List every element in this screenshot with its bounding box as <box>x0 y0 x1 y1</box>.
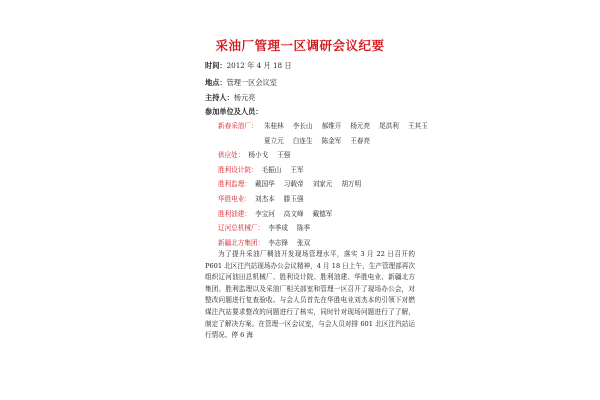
participant-name: 滕玉强 <box>283 195 304 203</box>
time-label: 时间： <box>205 61 227 70</box>
participant-name: 王春亮 <box>350 136 371 145</box>
participant-org: 华胜电业： <box>218 195 251 203</box>
body-paragraph <box>205 249 415 342</box>
participant-row <box>218 208 341 218</box>
participant-row <box>218 178 370 188</box>
participant-row <box>218 237 319 247</box>
participant-org: 辽河总机械厂： <box>218 224 265 233</box>
participant-name: 刘杰本 <box>255 195 275 203</box>
participant-name: 李宝河 <box>255 209 275 218</box>
participant-name: 刘家元 <box>312 180 333 189</box>
participant-names <box>255 210 341 218</box>
participant-org: 胜利监理： <box>218 180 251 189</box>
participant-org: 胜利油建： <box>218 209 251 218</box>
paragraph-text: 为了提升采油厂稠油开发现场管理水平，落实 3 月 22 日召开的 P601 北区注汽站现场办公会议精神，4 月 18 日上午，生产管理部再次组织辽河油田总机械厂、胜利设计院、胜利油建、华胜电业、新疆北方集团、胜利监理以及采油厂相关部室和管理一区召开了现场办公会，对整改问题进行复查验收。与会人员首先在华胜电业刘杰本的引领下对燃煤注汽站要求整改的问题进行了核实，同时针对现场问题进行了了解，制定了解决方案。在管理一区会议室，与会人员对排 601 北区注汽站运行情况、停 6 海 <box>205 250 415 340</box>
participant-row <box>218 164 313 174</box>
participant-org: 供应处： <box>218 151 245 160</box>
participant-name: 杨元亮 <box>350 122 371 130</box>
participant-name: 夏立元 <box>264 136 284 145</box>
host-line <box>205 93 255 103</box>
participant-names <box>262 166 313 174</box>
participant-org: 新春采油厂： <box>218 122 258 130</box>
participant-names <box>264 137 379 145</box>
participant-org: 新疆北方集团： <box>218 238 265 247</box>
participant-row <box>218 135 379 145</box>
participant-name: 杨小戈 <box>248 151 269 160</box>
participant-name: 陈金军 <box>321 136 342 145</box>
participant-name: 张双 <box>296 238 311 247</box>
participant-name: 戴德军 <box>312 209 333 218</box>
participant-row <box>218 149 299 159</box>
participant-name: 陈季 <box>296 224 311 233</box>
document-title: 采油厂管理一区调研会议纪要 <box>215 38 385 53</box>
participant-name: 王其玉 <box>407 122 428 130</box>
participant-name: 习载帝 <box>283 180 304 189</box>
participant-names <box>268 239 319 247</box>
participant-name: 高文峰 <box>283 209 304 218</box>
participant-name: 戴国华 <box>255 180 275 189</box>
participant-names <box>268 224 319 232</box>
place-label: 地点： <box>205 78 227 87</box>
host-value: 杨元亮 <box>233 93 256 102</box>
participant-name: 李志锋 <box>268 238 288 247</box>
participant-row <box>218 120 437 130</box>
participant-names <box>255 180 370 188</box>
participant-row <box>218 193 313 203</box>
participants-label: 参加单位及人员： <box>205 107 263 116</box>
participant-name: 白连生 <box>292 136 313 145</box>
participant-org: 胜利设计院： <box>218 165 258 174</box>
participant-name: 毛振山 <box>261 165 282 174</box>
participant-names <box>264 122 437 130</box>
participant-row <box>218 222 319 232</box>
place-value: 管理一区会议室 <box>226 78 277 87</box>
participant-name: 李长山 <box>292 122 313 130</box>
time-line <box>205 61 292 71</box>
participant-name: 李季成 <box>268 224 288 233</box>
participant-names <box>255 195 313 203</box>
participants-line <box>205 107 263 117</box>
participant-name: 尾洪利 <box>379 122 399 130</box>
host-label: 主持人： <box>205 93 234 102</box>
participant-name: 胡万明 <box>341 180 362 189</box>
place-line <box>205 78 277 88</box>
participant-name: 郝维开 <box>321 122 342 130</box>
participant-name: 朱桂林 <box>264 122 284 130</box>
participant-name: 王强 <box>277 151 291 160</box>
time-value: 2012 年 4 月 18 日 <box>226 61 292 70</box>
participant-names <box>248 151 299 159</box>
participant-name: 王军 <box>290 165 304 174</box>
